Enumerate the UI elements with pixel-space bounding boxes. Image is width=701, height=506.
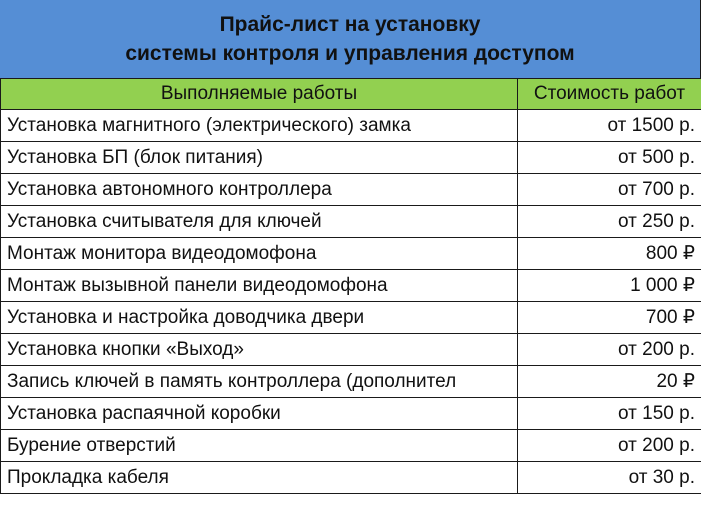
row-price: от 500 р. [518, 142, 701, 174]
table-row [1, 142, 701, 174]
row-name: Установка кнопки «Выход» [1, 334, 518, 366]
row-name: Монтаж монитора видеодомофона [1, 238, 518, 270]
row-price: от 1500 р. [518, 110, 701, 142]
price-table [0, 78, 701, 494]
title-line-1: Прайс-лист на установку [219, 13, 481, 36]
table-row [1, 430, 701, 462]
row-price: от 30 р. [518, 462, 701, 494]
row-name: Установка распаячной коробки [1, 398, 518, 430]
row-name: Установка считывателя для ключей [1, 206, 518, 238]
table-header-row [1, 79, 701, 110]
header-cost: Стоимость работ [518, 79, 701, 110]
row-price: от 250 р. [518, 206, 701, 238]
table-row [1, 334, 701, 366]
row-name: Запись ключей в память контроллера (дополнител [1, 366, 518, 398]
row-name: Установка и настройка доводчика двери [1, 302, 518, 334]
row-price: от 700 р. [518, 174, 701, 206]
table-row [1, 302, 701, 334]
row-name: Прокладка кабеля [1, 462, 518, 494]
table-row [1, 270, 701, 302]
table-row [1, 462, 701, 494]
table-row [1, 206, 701, 238]
row-price: 1 000 ₽ [518, 270, 701, 302]
row-name: Установка автономного контроллера [1, 174, 518, 206]
row-price: от 200 р. [518, 334, 701, 366]
row-price: 800 ₽ [518, 238, 701, 270]
table-row [1, 238, 701, 270]
table-row [1, 398, 701, 430]
row-name: Бурение отверстий [1, 430, 518, 462]
row-price: от 150 р. [518, 398, 701, 430]
price-list-title [0, 0, 701, 78]
row-price: от 200 р. [518, 430, 701, 462]
title-line-2: системы контроля и управления доступом [125, 42, 575, 65]
table-row [1, 174, 701, 206]
table-row [1, 366, 701, 398]
row-name: Монтаж вызывной панели видеодомофона [1, 270, 518, 302]
row-name: Установка магнитного (электрического) замка [1, 110, 518, 142]
row-price: 20 ₽ [518, 366, 701, 398]
row-price: 700 ₽ [518, 302, 701, 334]
row-name: Установка БП (блок питания) [1, 142, 518, 174]
table-row [1, 110, 701, 142]
header-work: Выполняемые работы [1, 79, 518, 110]
